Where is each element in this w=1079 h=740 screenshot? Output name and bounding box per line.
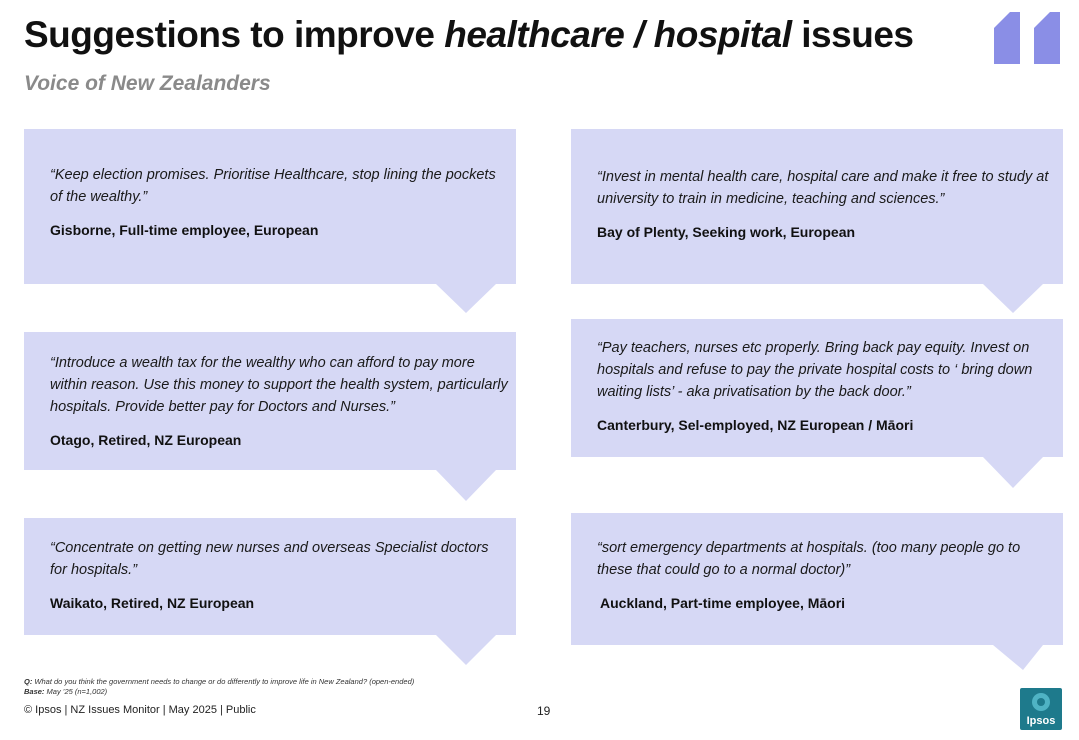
page-number: 19 (537, 704, 551, 718)
footer-copyright: © Ipsos | NZ Issues Monitor | May 2025 | Public (24, 704, 256, 716)
quote-attribution: Canterbury, Sel-employed, NZ European / Māori (597, 417, 914, 433)
quote-bubble-gisborne (24, 129, 516, 314)
quote-bubble-waikato (24, 518, 516, 666)
quote-attribution: Waikato, Retired, NZ European (50, 595, 255, 611)
quote-text: “sort emergency departments at hospitals. (too many people go to these that could go to a normal doctor)” (597, 540, 1021, 578)
quote-attribution: Auckland, Part-time employee, Māori (600, 595, 846, 611)
footnote (24, 677, 414, 697)
quote-text: “Pay teachers, nurses etc properly. Bring back pay equity. Invest on hospitals and refuse to pay the private hospital costs to ‘ bring down waiting lists’ - aka privatisation by the back door.” (597, 340, 1033, 400)
quote-attribution: Gisborne, Full-time employee, European (50, 222, 319, 238)
page-title: Suggestions to improve healthcare / hospital issues (24, 14, 914, 55)
quote-attribution: Bay of Plenty, Seeking work, European (597, 224, 856, 240)
quote-text: “Keep election promises. Prioritise Healthcare, stop lining the pockets of the wealthy.” (50, 167, 496, 205)
question-note: Q: What do you think the government needs to change or do differently to improve life in New Zealand? (open-ended) (24, 677, 415, 686)
quote-bubble-bay-of-plenty (571, 129, 1063, 314)
ipsos-logo (1020, 688, 1062, 730)
quote-attribution: Otago, Retired, NZ European (50, 432, 242, 448)
logo-text: Ipsos (1026, 715, 1056, 727)
base-note: Base: May ’25 (n=1,002) (24, 687, 108, 696)
quote-mark-icon (990, 8, 1066, 66)
quote-text: “Invest in mental health care, hospital care and make it free to study at university to train in medicine, teaching and sciences.” (597, 169, 1049, 207)
quote-text: “Introduce a wealth tax for the wealthy who can afford to pay more within reason. Use this money to support the health system, particularly hospitals. Provide better pay for Doctors and Nurses.” (50, 355, 508, 415)
quote-text: “Concentrate on getting new nurses and overseas Specialist doctors for hospitals.” (50, 540, 489, 578)
quote-bubble-auckland (571, 513, 1063, 671)
quote-bubble-otago (24, 332, 516, 502)
quote-bubble-canterbury (571, 319, 1063, 489)
page-subtitle: Voice of New Zealanders (24, 72, 271, 95)
